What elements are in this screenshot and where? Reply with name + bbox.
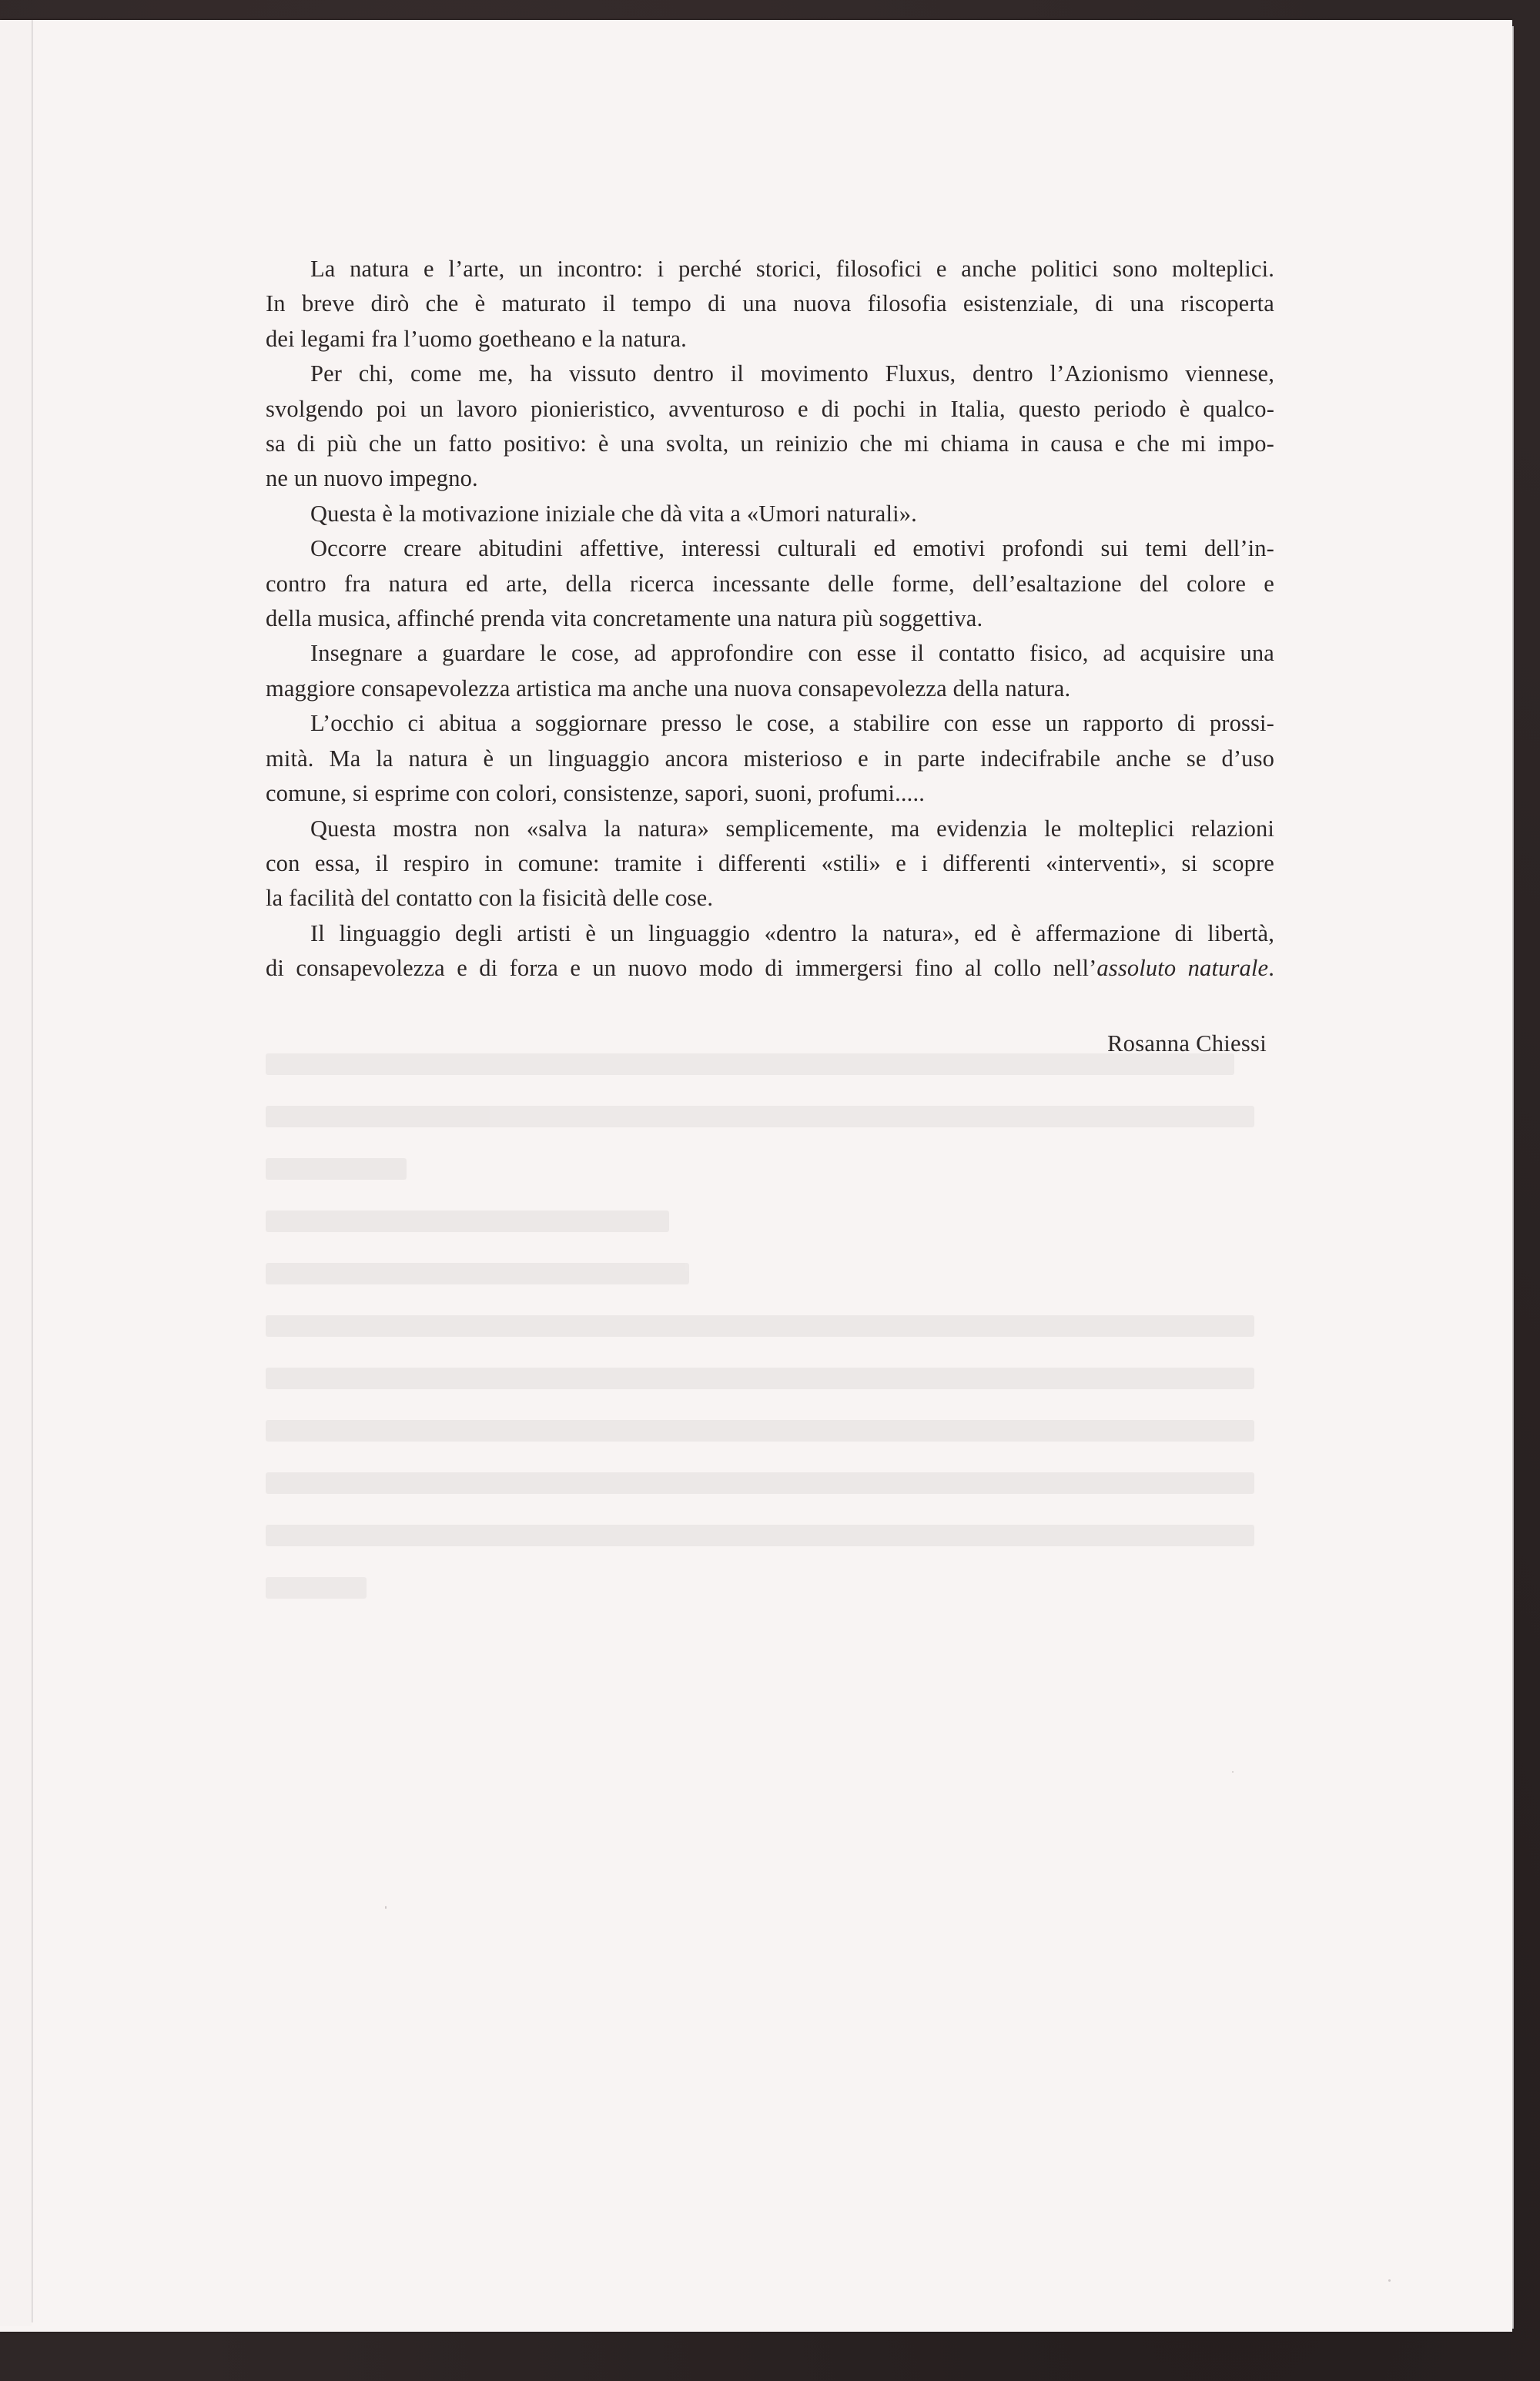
text-line: Per chi, come me, ha vissuto dentro il movimento Fluxus, dentro l’Azionismo viennese, xyxy=(310,360,1274,387)
text-line: Insegnare a guardare le cose, ad approfondire con esse il contatto fisico, ad acquisire una xyxy=(310,640,1274,667)
text-line: contro fra natura ed arte, della ricerca incessante delle forme, dell’esaltazione del colore e xyxy=(266,570,1274,597)
paragraph xyxy=(266,916,1274,986)
facing-page-strip xyxy=(0,20,32,2326)
paragraph xyxy=(266,531,1274,636)
text-line: L’occhio ci abitua a soggiornare presso le cose, a stabilire con esse un rapporto di prossi- xyxy=(310,710,1274,737)
text-line: della musica, affinché prenda vita concretamente una natura più soggettiva. xyxy=(266,605,983,632)
text-line: Occorre creare abitudini affettive, interessi culturali ed emotivi profondi sui temi dell’in- xyxy=(310,535,1274,562)
essay-body xyxy=(266,252,1274,986)
paragraph xyxy=(266,636,1274,706)
text-segment: . xyxy=(1268,955,1274,982)
text-line: svolgendo poi un lavoro pionieristico, avventuroso e di pochi in Italia, questo periodo è qualco- xyxy=(266,395,1274,422)
italic-phrase: assoluto naturale xyxy=(1096,955,1269,982)
page-fold-line xyxy=(32,20,33,2322)
text-line: La natura e l’arte, un incontro: i perché storici, filosofici e anche politici sono molteplici. xyxy=(310,256,1274,282)
paragraph xyxy=(266,357,1274,497)
scan-speck xyxy=(385,1906,387,1909)
text-line: maggiore consapevolezza artistica ma anche una nuova consapevolezza della natura. xyxy=(266,675,1071,702)
text-line: comune, si esprime con colori, consistenze, sapori, suoni, profumi..... xyxy=(266,780,925,807)
text-line: sa di più che un fatto positivo: è una svolta, un reinizio che mi chiama in causa e che mi impo- xyxy=(266,430,1274,457)
text-line: mità. Ma la natura è un linguaggio ancora misterioso e in parte indecifrabile anche se d’uso xyxy=(266,745,1274,772)
text-line: la facilità del contatto con la fisicità delle cose. xyxy=(266,885,714,912)
author-signature: Rosanna Chiessi xyxy=(1107,1030,1267,1057)
scan-speck xyxy=(1232,1771,1234,1773)
text-line: Il linguaggio degli artisti è un linguaggio «dentro la natura», ed è affermazione di libertà, xyxy=(310,919,1274,946)
text-line: Questa mostra non «salva la natura» semplicemente, ma evidenzia le molteplici relazioni xyxy=(310,815,1274,842)
text-line: ne un nuovo impegno. xyxy=(266,465,478,492)
text-line: dei legami fra l’uomo goetheano e la natura. xyxy=(266,325,687,352)
text-line: con essa, il respiro in comune: tramite i differenti «stili» e i differenti «interventi», si scopre xyxy=(266,849,1274,876)
text-line: In breve dirò che è maturato il tempo di una nuova filosofia esistenziale, di una riscoperta xyxy=(266,290,1274,317)
text-line-final xyxy=(266,951,1274,986)
paragraph xyxy=(266,497,1274,531)
paragraph xyxy=(266,706,1274,811)
scan-speck xyxy=(1388,2279,1391,2282)
paragraph xyxy=(266,252,1274,357)
text-segment: di consapevolezza e di forza e un nuovo modo di immergersi fino al collo nell’ xyxy=(266,955,1097,982)
paragraph xyxy=(266,812,1274,916)
text-line: Questa è la motivazione iniziale che dà vita a «Umori naturali». xyxy=(310,500,917,527)
